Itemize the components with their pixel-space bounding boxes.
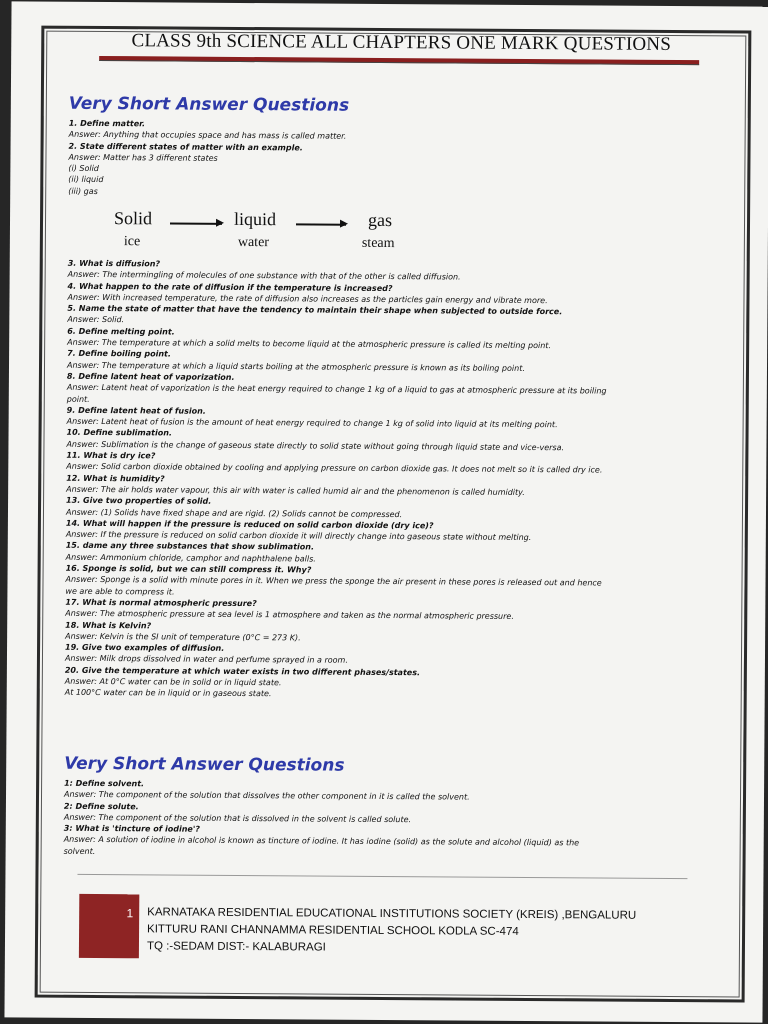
question-line: 3: What is 'tincture of iodine'? [63, 823, 200, 834]
page-number-box [79, 894, 139, 958]
arrow-right-icon [296, 223, 346, 225]
question-line: 6. Define melting point. [67, 326, 175, 337]
answer-line: Answer: Ammonium chloride, camphor and naphthalene balls. [65, 552, 316, 564]
answer-line: Answer: Latent heat of fusion is the amount of heat energy required to change 1 kg of solid into liquid at its melting point. [66, 416, 558, 430]
question-line: 9. Define latent heat of fusion. [66, 405, 206, 416]
answer-line: point. [66, 394, 90, 404]
footer-institution [147, 904, 707, 959]
question-line: 17. What is normal atmospheric pressure? [65, 597, 257, 608]
answer-line: Answer: Solid. [67, 315, 125, 325]
answer-line: Answer: Milk drops dissolved in water and perfume sprayed in a room. [64, 654, 348, 666]
answer-line: (iii) gas [68, 186, 98, 196]
question-line: 15. dame any three substances that show sublimation. [65, 541, 315, 552]
question-line: 20. Give the temperature at which water exists in two different phases/states. [64, 665, 421, 677]
answer-line: Answer: Sublimation is the change of gaseous state directly to solid state without going through liquid state and vice-versa. [66, 439, 565, 452]
question-line: 5. Name the state of matter that have the tendency to maintain their shape when subjected to outside force. [67, 303, 563, 317]
answer-line: Answer: The air holds water vapour, this air with water is called humid air and the phenomenon is called humidity. [66, 484, 525, 497]
answer-line: Answer: If the pressure is reduced on solid carbon dioxide it will directly change into gaseous state without melting. [65, 529, 532, 543]
footer-line-3: TQ :-SEDAM DIST:- KALABURAGI [146, 940, 326, 954]
footer-line-2: KITTURU RANI CHANNAMMA RESIDENTIAL SCHOOL KODLA SC-474 [147, 923, 519, 938]
question-line: 12. What is humidity? [66, 473, 165, 484]
question-line: 3. What is diffusion? [67, 258, 161, 269]
question-line: 2. State different states of matter with an example. [68, 141, 303, 152]
answer-line: Answer: The temperature at which a liquid starts boiling at the atmospheric pressure is known as its boiling point. [66, 360, 525, 373]
question-line: 8. Define latent heat of vaporization. [66, 371, 235, 382]
states-of-matter-diagram [74, 208, 434, 261]
answer-line: we are able to compress it. [65, 586, 175, 597]
intro-questions [68, 118, 709, 202]
example-ice: ice [123, 234, 141, 250]
question-line: 14. What will happen if the pressure is reduced on solid carbon dioxide (dry ice)? [65, 518, 434, 531]
question-line: 7. Define boiling point. [67, 349, 171, 359]
question-line: 18. What is Kelvin? [65, 620, 152, 630]
question-line: 19. Give two examples of diffusion. [65, 642, 225, 653]
answer-line: Answer: The temperature at which a solid melts to become liquid at the atmospheric pressure is called its melting point. [67, 337, 552, 351]
section-heading-2: Very Short Answer Questions [64, 753, 345, 776]
question-answer-list-1 [65, 258, 708, 703]
question-line: 1: Define solvent. [64, 778, 145, 789]
question-line: 4. What happen to the rate of diffusion if the temperature is increased? [67, 281, 393, 293]
answer-line: At 100°C water can be in liquid or in gaseous state. [64, 688, 272, 699]
answer-line: Answer: The intermingling of molecules of one substance with that of the other is called diffusion. [67, 270, 461, 282]
page-number: 1 [126, 906, 134, 921]
answer-line: Answer: At 0°C water can be in solid or in liquid state. [64, 676, 282, 688]
question-line: 16. Sponge is solid, but we can still compress it. Why? [65, 563, 312, 575]
example-steam: steam [361, 235, 395, 252]
answer-line: Answer: Anything that occupies space and has mass is called matter. [68, 130, 347, 142]
question-answer-list-2 [64, 778, 705, 862]
question-line: 13. Give two properties of solid. [66, 495, 212, 507]
answer-line: Answer: With increased temperature, the rate of diffusion also increases as the particles gain energy and vibrate more. [67, 292, 548, 306]
state-gas: gas [367, 209, 393, 231]
answer-line: Answer: (1) Solids have fixed shape and are rigid. (2) Solids cannot be compressed. [65, 507, 403, 519]
example-water: water [237, 234, 270, 251]
answer-line: (ii) liquid [68, 175, 104, 185]
state-liquid: liquid [233, 208, 277, 230]
section-heading-1: Very Short Answer Questions [68, 93, 350, 116]
answer-line: solvent. [63, 846, 96, 856]
answer-line: Answer: A solution of iodine in alcohol is known as tincture of iodine. It has iodine (solid) as the solute and alcohol (liquid) as the [63, 835, 580, 848]
answer-line: (i) Solid [68, 163, 99, 174]
question-line: 2: Define solute. [63, 801, 139, 811]
arrow-right-icon [170, 222, 222, 224]
question-line: 10. Define sublimation. [66, 428, 173, 438]
answer-line: Answer: The atmospheric pressure at sea level is 1 atmosphere and taken as the normal atmospheric pressure. [65, 608, 514, 622]
answer-line: Answer: Matter has 3 different states [68, 152, 218, 163]
answer-line: Answer: Solid carbon dioxide obtained by cooling and applying pressure on carbon dioxide gas. It does not melt so it is called dry ice. [66, 462, 603, 475]
state-solid: Solid [113, 208, 153, 229]
document-title: CLASS 9th SCIENCE ALL CHAPTERS ONE MARK QUESTIONS [131, 30, 672, 55]
document-page [4, 1, 768, 1022]
answer-line: Answer: Sponge is a solid with minute pores in it. When we press the sponge the air present in these pores is released out and hence [65, 575, 602, 588]
footer-line-1: KARNATAKA RESIDENTIAL EDUCATIONAL INSTITUTIONS SOCIETY (KREIS) ,BENGALURU [147, 906, 637, 922]
question-line: 11. What is dry ice? [66, 450, 156, 461]
answer-line: Answer: Latent heat of vaporization is the heat energy required to change 1 kg of a liquid to gas at atmospheric pressure at its boiling [66, 383, 607, 396]
question-line: 1. Define matter. [68, 118, 146, 129]
answer-line: Answer: The component of the solution that dissolves the other component in it is called the solvent. [63, 790, 470, 802]
answer-line: Answer: The component of the solution that is dissolved in the solvent is called solute. [63, 812, 412, 825]
answer-line: Answer: Kelvin is the SI unit of temperature (0°C = 273 K). [65, 631, 301, 643]
